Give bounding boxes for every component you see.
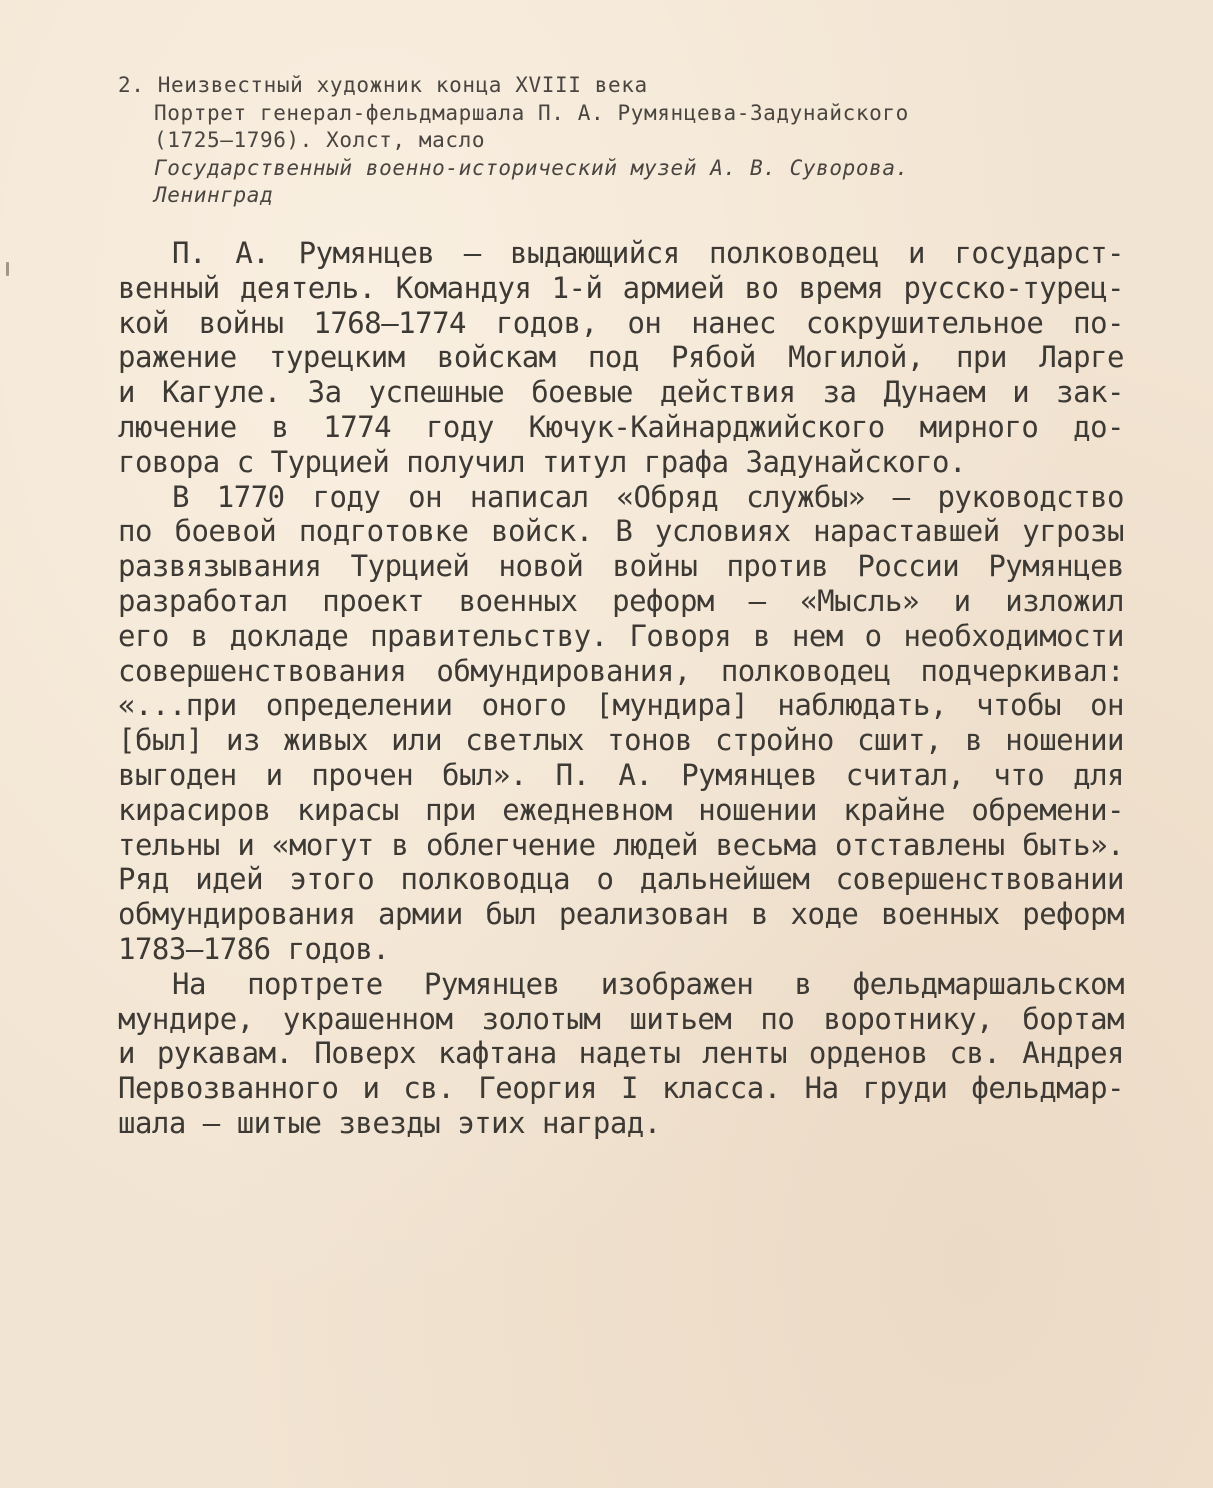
text-line: выгоден и прочен был». П. А. Румянцев считал, что для [118, 757, 1124, 792]
caption-subject: Портрет генерал-фельдмаршала П. А. Румянцева-Задунайского [154, 100, 909, 125]
text-line: разработал проект военных реформ — «Мысль» и изложил [118, 583, 1124, 618]
text-line: обмундирования армии был реализован в ходе военных реформ [118, 897, 1124, 932]
text-line: по боевой подготовке войск. В условиях нараставшей угрозы [118, 514, 1124, 549]
text-line: На портрете Румянцев изображен в фельдмаршальском [172, 966, 1124, 1001]
paragraph-2 [118, 480, 1124, 967]
text-line: П. А. Румянцев — выдающийся полководец и государст- [172, 236, 1124, 270]
text-line: тельны и «могут в облегчение людей весьма отставлены быть». [118, 827, 1124, 862]
text-line: развязывания Турцией новой войны против России Румянцев [118, 549, 1124, 584]
text-line: 1783—1786 годов. [118, 931, 390, 966]
body-text [118, 236, 1124, 1141]
margin-mark [6, 262, 9, 276]
text-line: кирасиров кирасы при ежедневном ношении крайне обремени- [118, 792, 1124, 827]
text-line: его в докладе правительству. Говоря в нем о необходимости [118, 618, 1124, 653]
text-line: Первозванного и св. Георгия I класса. На груди фельдмар- [118, 1071, 1124, 1106]
text-line: лючение в 1774 году Кючук-Кайнарджийского мирного до- [118, 409, 1124, 444]
caption-medium: (1725—1796). Холст, масло [154, 128, 486, 152]
text-line: [был] из живых или светлых тонов стройно сшит, в ношении [118, 723, 1124, 758]
paragraph-3 [118, 967, 1124, 1141]
text-line: и рукавам. Поверх кафтана надеты ленты орденов св. Андрея [118, 1036, 1124, 1071]
text-line: шала — шитые звезды этих наград. [118, 1105, 661, 1140]
text-line: венный деятель. Командуя 1-й армией во время русско-турец- [118, 270, 1124, 305]
caption-title: 2. Неизвестный художник конца XVIII века [118, 73, 648, 97]
text-line: В 1770 году он написал «Обряд службы» — руководство [172, 479, 1124, 514]
text-line: Ряд идей этого полководца о дальнейшем совершенствовании [118, 862, 1124, 897]
caption-museum: Государственный военно-исторический музей А. В. Суворова. [154, 155, 909, 180]
text-line: мундире, украшенном золотым шитьем по воротнику, бортам [118, 1001, 1124, 1036]
text-line: кой войны 1768—1774 годов, он нанес сокрушительное по- [118, 305, 1124, 340]
paragraph-1 [118, 236, 1124, 480]
text-line: ражение турецким войскам под Рябой Могилой, при Ларге [118, 340, 1124, 375]
text-line: говора с Турцией получил титул графа Задунайского. [118, 444, 966, 479]
text-line: и Кагуле. За успешные боевые действия за Дунаем и зак- [118, 375, 1124, 410]
caption-city: Ленинград [154, 183, 274, 207]
text-line: «...при определении оного [мундира] наблюдать, чтобы он [118, 688, 1124, 723]
text-line: совершенствования обмундирования, полководец подчеркивал: [118, 653, 1124, 688]
plate-caption [118, 72, 1018, 210]
